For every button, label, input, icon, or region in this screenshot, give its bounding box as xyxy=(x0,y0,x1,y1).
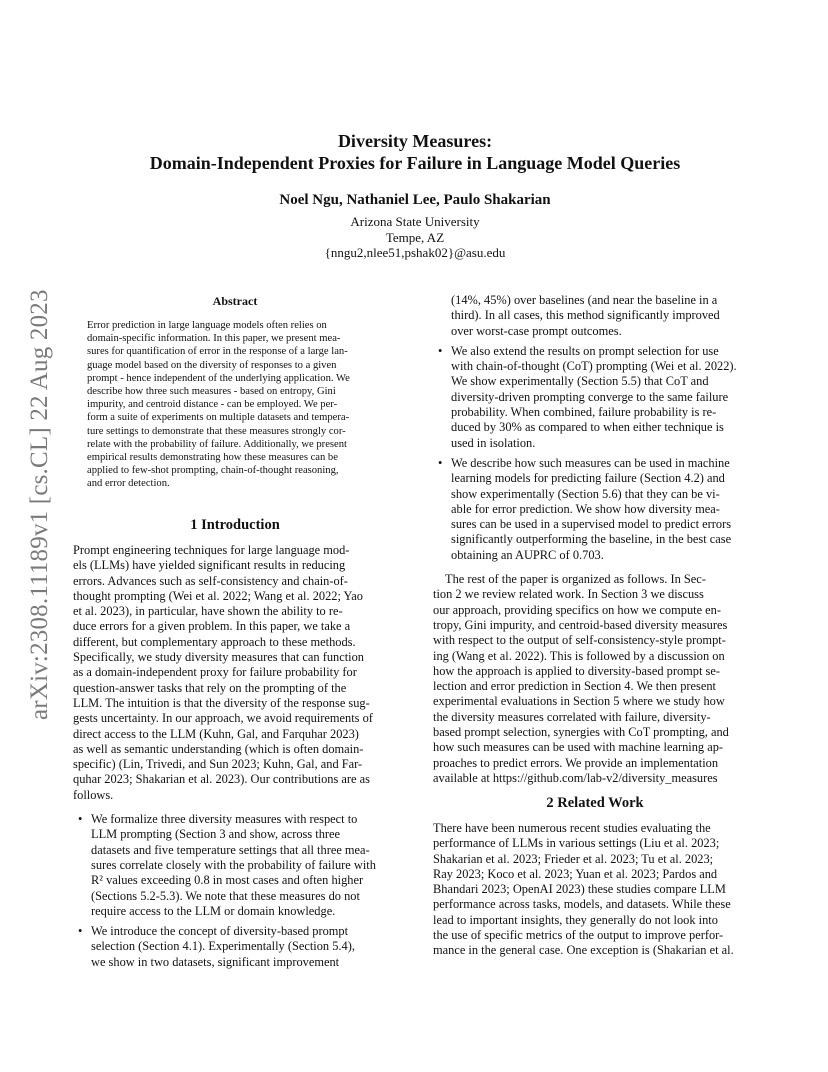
bullet-dot-icon: • xyxy=(438,343,443,358)
bullet-line: We show experimentally (Section 5.5) that CoT and xyxy=(451,374,709,389)
abstract-line: sures for quantification of error in the response of a large lan- xyxy=(87,346,348,358)
abstract-body xyxy=(87,319,383,491)
bullet-dot-icon: • xyxy=(78,924,83,939)
related-line: Ray 2023; Koco et al. 2023; Yuan et al. 2023; Pardos and xyxy=(433,866,718,881)
para-line: tropy, Gini impurity, and centroid-based diversity measures xyxy=(433,617,728,632)
related-work-body xyxy=(433,821,758,959)
contribution-bullet-2 xyxy=(78,924,397,970)
related-line: Shakarian et al. 2023; Frieder et al. 2023; Tu et al. 2023; xyxy=(433,851,714,866)
abstract-line: relate with the probability of failure. Additionally, we present xyxy=(87,438,347,450)
intro-line: thought prompting (Wei et al. 2022; Wang et al. 2022; Yao xyxy=(73,588,363,603)
intro-line: as well as semantic understanding (which is often domain- xyxy=(73,741,364,756)
para-line: how such measures can be used with machine learning ap- xyxy=(433,740,724,755)
right-column-body xyxy=(433,293,758,786)
intro-line: gests uncertainty. In our approach, we avoid requirements of xyxy=(73,711,373,726)
contribution-bullet-1 xyxy=(78,812,397,919)
intro-line: et al. 2023), in particular, have shown the ability to re- xyxy=(73,604,343,619)
bullet-line: third). In all cases, this method significantly improved xyxy=(451,308,720,323)
bullet-line: We introduce the concept of diversity-based prompt xyxy=(91,924,349,939)
related-line: lead to important insights, they generally do not look into xyxy=(433,912,718,927)
title-line-1: Diversity Measures: xyxy=(337,131,493,151)
para-line: with respect to the output of self-consistency-style prompt- xyxy=(433,633,726,648)
intro-line: question-answer tasks that rely on the prompting of the xyxy=(73,680,347,695)
related-line: performance of LLMs in various settings (Liu et al. 2023; xyxy=(433,836,720,851)
intro-line: follows. xyxy=(73,787,114,802)
related-line: mance in the general case. One exception is (Shakarian et al. xyxy=(433,943,734,958)
left-column-body xyxy=(73,543,397,970)
intro-line: direct access to the LLM (Kuhn, Gal, and Farquhar 2023) xyxy=(73,726,359,741)
bullet-line: duced by 30% as compared to when either technique is xyxy=(451,420,724,435)
bullet-line: with chain-of-thought (CoT) prompting (Wei et al. 2022). xyxy=(451,359,737,374)
abstract-line: applied to few-shot prompting, chain-of-thought reasoning, xyxy=(87,465,339,477)
abstract-line: and error detection. xyxy=(87,478,170,490)
para-line: our approach, providing specifics on how we compute en- xyxy=(433,602,721,617)
para-line: based prompt selection, synergies with CoT prompting, and xyxy=(433,725,729,740)
related-line: There have been numerous recent studies evaluating the xyxy=(433,821,711,835)
intro-line: duce errors for a given problem. In this paper, we take a xyxy=(73,619,351,634)
abstract-line: ture settings to demonstrate that these measures strongly cor- xyxy=(87,425,346,437)
authors: Noel Ngu, Nathaniel Lee, Paulo Shakarian xyxy=(279,192,551,208)
intro-line: els (LLMs) have yielded significant results in reducing xyxy=(73,558,346,573)
abstract-line: impurity, and centroid distance - can be employed. We per- xyxy=(87,399,338,411)
intro-line: LLM. The intuition is that the diversity of the response sug- xyxy=(73,695,370,710)
bullet-dot-icon: • xyxy=(78,812,83,827)
para-line: tion 2 we review related work. In Section 3 we discuss xyxy=(433,587,704,602)
abstract-line: domain-specific information. In this paper, we present mea- xyxy=(87,333,341,345)
contribution-bullet-4 xyxy=(438,455,758,563)
abstract-line: prompt - hence independent of the underlying application. We xyxy=(87,372,350,384)
para-line: lection and error prediction in Section 4. We then present xyxy=(433,679,716,694)
para-line: available at https://github.com/lab-v2/diversity_measures xyxy=(433,770,718,785)
para-line: ing (Wang et al. 2022). This is followed by a discussion on xyxy=(433,648,725,663)
bullet-line: We also extend the results on prompt selection for use xyxy=(451,343,719,358)
para-line: The rest of the paper is organized as follows. In Sec- xyxy=(445,572,706,587)
intro-paragraph xyxy=(73,543,397,803)
bullet-line: We formalize three diversity measures with respect to xyxy=(91,812,358,827)
intro-line: specific) (Lin, Trivedi, and Sun 2023; Kuhn, Gal, and Far- xyxy=(73,757,363,772)
abstract-line: empirical results demonstrating how these measures can be xyxy=(87,452,338,464)
abstract-line: form a suite of experiments on multiple datasets and tempera- xyxy=(87,412,350,424)
related-line: performance across tasks, models, and datasets. While these xyxy=(433,897,731,912)
bullet-line: We describe how such measures can be used in machine xyxy=(451,455,730,470)
organization-paragraph xyxy=(433,572,758,786)
abstract-line: guage model based on the diversity of responses to a given xyxy=(87,359,337,371)
intro-line: as a domain-independent proxy for failure probability for xyxy=(73,665,357,680)
bullet-line: able for error prediction. We show how diversity mea- xyxy=(451,501,720,516)
bullet-2-continued xyxy=(451,293,758,339)
para-line: the diversity measures correlated with failure, diversity- xyxy=(433,709,711,724)
bullet-line: show experimentally (Section 5.6) that they can be vi- xyxy=(451,486,720,501)
intro-line: errors. Advances such as self-consistency and chain-of- xyxy=(73,573,348,588)
affiliation xyxy=(60,214,770,261)
arxiv-stamp: arXiv:2308.11189v1 [cs.CL] 22 Aug 2023 xyxy=(26,289,53,720)
intro-line: Specifically, we study diversity measures that can function xyxy=(73,650,364,665)
affiliation-location: Tempe, AZ xyxy=(385,229,445,245)
bullet-line: significantly outperforming the baseline, in the best case xyxy=(451,532,732,547)
bullet-dot-icon: • xyxy=(438,455,443,470)
bullet-line: diversity-driven prompting converge to the same failure xyxy=(451,389,729,404)
contribution-bullet-3 xyxy=(438,343,758,451)
related-line: Bhandari 2023; OpenAI 2023) these studies compare LLM xyxy=(433,882,726,897)
bullet-line: learning models for predicting failure (Section 4.2) and xyxy=(451,471,725,486)
bullet-line: obtaining an AUPRC of 0.703. xyxy=(451,547,604,562)
intro-line: different, but complementary approach to these methods. xyxy=(73,634,356,649)
bullet-line: R² values exceeding 0.8 in most cases and often higher xyxy=(91,873,364,888)
para-line: how the approach is applied to diversity-based prompt se- xyxy=(433,663,720,678)
para-line: experimental evaluations in Section 5 where we study how xyxy=(433,694,725,709)
title-line-2: Domain-Independent Proxies for Failure in Language Model Queries xyxy=(149,153,681,173)
affiliation-emails: {nngu2,nlee51,pshak02}@asu.edu xyxy=(324,245,506,260)
bullet-line: LLM prompting (Section 3 and show, across three xyxy=(91,827,341,842)
bullet-line: probability. When combined, failure probability is re- xyxy=(451,405,717,420)
paper-title xyxy=(60,130,770,174)
bullet-line: (14%, 45%) over baselines (and near the baseline in a xyxy=(451,293,718,307)
affiliation-university: Arizona State University xyxy=(350,214,480,229)
related-work-heading: 2 Related Work xyxy=(546,795,644,811)
intro-line: quhar 2023; Shakarian et al. 2023). Our contributions are as xyxy=(73,772,370,787)
intro-heading: 1 Introduction xyxy=(190,517,280,533)
bullet-line: require access to the LLM or domain knowledge. xyxy=(91,903,336,918)
bullet-line: over worst-case prompt outcomes. xyxy=(451,323,622,338)
abstract-line: Error prediction in large language models often relies on xyxy=(87,320,327,331)
bullet-line: (Sections 5.2-5.3). We note that these measures do not xyxy=(91,888,360,903)
bullet-line: used in isolation. xyxy=(451,435,536,450)
bullet-line: selection (Section 4.1). Experimentally (Section 5.4), xyxy=(91,939,355,954)
bullet-line: sures can be used in a supervised model to predict errors xyxy=(451,517,732,532)
bullet-line: sures correlate closely with the probability of failure with xyxy=(91,857,376,872)
abstract-line: describe how three such measures - based on entropy, Gini xyxy=(87,386,336,398)
related-line: the use of specific metrics of the output to improve perfor- xyxy=(433,928,724,943)
abstract-heading: Abstract xyxy=(212,294,258,308)
bullet-line: datasets and five temperature settings that all three mea- xyxy=(91,842,370,857)
intro-line: Prompt engineering techniques for large language mod- xyxy=(73,543,350,557)
para-line: proaches to predict errors. We provide an implementation xyxy=(433,755,719,770)
bullet-line: we show in two datasets, significant improvement xyxy=(91,954,340,969)
